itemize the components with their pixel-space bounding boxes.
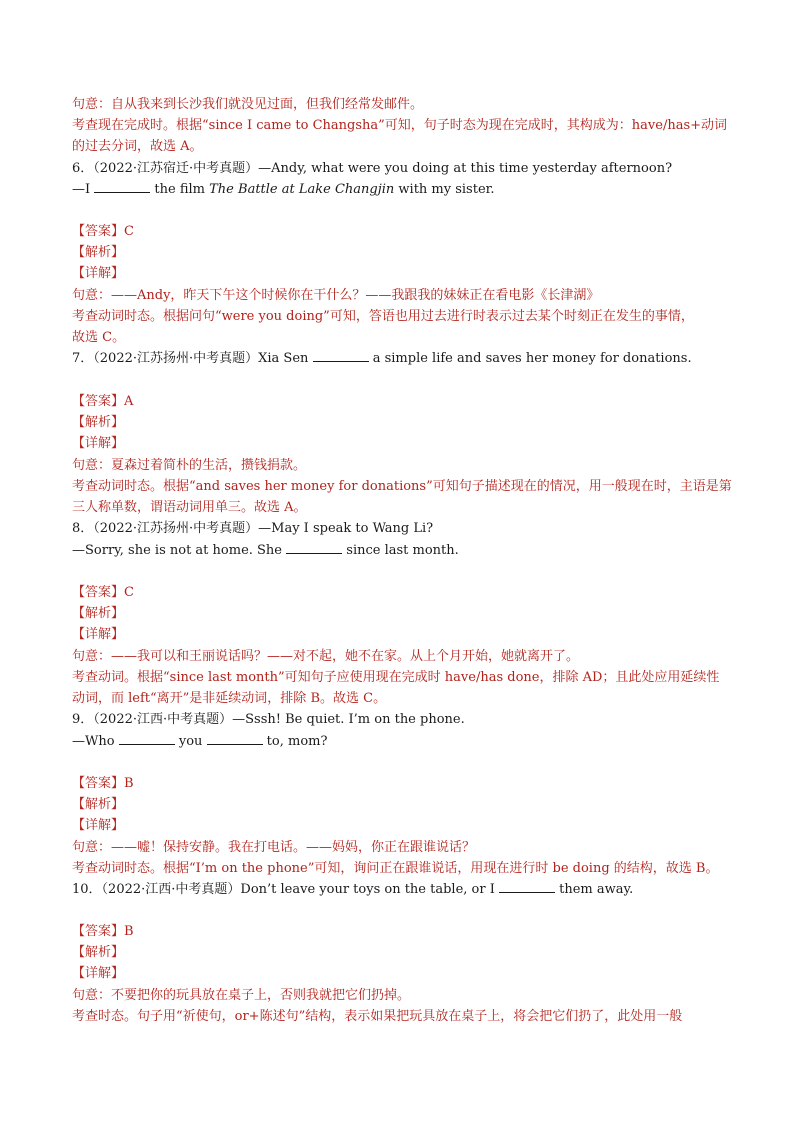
question-number: 9． xyxy=(72,712,94,727)
question-text: you xyxy=(178,734,203,749)
question-10-meaning: 句意：不要把你的玩具放在桌子上，否则我就把它们扔掉。 xyxy=(72,988,411,1003)
question-source: （2022·江西·中考真题） xyxy=(93,712,233,727)
question-text: Xia Sen xyxy=(258,351,309,366)
question-7-analysis: 考查动词时态。根据“and saves her money for donations”可知句子描述现在的情况，用一般现在时，主语是第 xyxy=(72,479,732,494)
question-number: 10． xyxy=(72,882,102,897)
question-7-stem xyxy=(72,348,732,369)
question-8-analysis: 考查动词。根据“since last month”可知句子应使用现在完成时 have/has done，排除 AD；且此处应用延续性 xyxy=(72,670,720,685)
question-7-jiexi: 【解析】 xyxy=(72,415,125,430)
answer-value: C xyxy=(124,585,134,600)
question-8-analysis-cont: 动词，而 left“离开”是非延续动词，排除 B。故选 C。 xyxy=(72,691,387,706)
question-number: 6． xyxy=(72,161,94,176)
question-number: 8． xyxy=(72,521,94,536)
question-9-analysis: 考查动词时态。根据“I’m on the phone”可知，询问正在跟谁说话，用现在进行时 be doing 的结构，故选 B。 xyxy=(72,861,719,876)
answer-label: 【答案】 xyxy=(72,394,125,409)
question-source: （2022·江西·中考真题） xyxy=(101,882,241,897)
question-text: Don’t leave your toys on the table, or I xyxy=(240,882,495,897)
intro-meaning: 句意：自从我来到长沙我们就没见过面，但我们经常发邮件。 xyxy=(72,97,424,112)
question-6-jiexi: 【解析】 xyxy=(72,245,125,260)
question-9-meaning: 句意：——嘘！保持安静。我在打电话。——妈妈，你正在跟谁说话？ xyxy=(72,840,476,855)
question-6-stem xyxy=(72,158,732,179)
question-9-answer xyxy=(72,773,732,794)
question-6-xiangjie: 【详解】 xyxy=(72,266,125,281)
question-8-xiangjie: 【详解】 xyxy=(72,627,125,642)
question-8-stem xyxy=(72,518,732,539)
answer-label: 【答案】 xyxy=(72,224,125,239)
answer-label: 【答案】 xyxy=(72,585,125,600)
question-text: —I xyxy=(72,182,91,197)
answer-blank xyxy=(313,348,369,362)
question-text: the film xyxy=(154,182,205,197)
intro-analysis-cont: 的过去分词，故选 A。 xyxy=(72,139,203,154)
question-9-line2 xyxy=(72,731,732,752)
question-text: —Who xyxy=(72,734,115,749)
question-10-xiangjie: 【详解】 xyxy=(72,966,125,981)
answer-blank xyxy=(499,879,555,893)
answer-value: A xyxy=(124,394,134,409)
answer-value: B xyxy=(124,776,134,791)
answer-value: B xyxy=(124,924,134,939)
question-6-meaning: 句意：——Andy，昨天下午这个时候你在干什么？——我跟我的妹妹正在看电影《长津湖》 xyxy=(72,288,600,303)
answer-blank xyxy=(119,731,175,745)
question-10-stem xyxy=(72,879,732,900)
question-9-jiexi: 【解析】 xyxy=(72,797,125,812)
question-7-xiangjie: 【详解】 xyxy=(72,436,125,451)
question-text: a simple life and saves her money for donations. xyxy=(372,351,692,366)
question-source: （2022·江苏宿迁·中考真题） xyxy=(93,161,259,176)
question-text: since last month. xyxy=(346,543,459,558)
question-8-line2 xyxy=(72,540,732,561)
answer-value: C xyxy=(124,224,134,239)
question-6-analysis: 考查动词时态。根据问句“were you doing”可知，答语也用过去进行时表示过去某个时刻正在发生的事情， xyxy=(72,309,694,324)
question-6-line2 xyxy=(72,179,732,200)
answer-blank xyxy=(286,540,342,554)
question-7-meaning: 句意：夏森过着简朴的生活，攒钱捐款。 xyxy=(72,458,307,473)
question-text: to, mom? xyxy=(266,734,328,749)
question-text: —Sssh! Be quiet. I’m on the phone. xyxy=(232,712,465,727)
answer-label: 【答案】 xyxy=(72,924,125,939)
answer-blank xyxy=(207,731,263,745)
question-7-answer xyxy=(72,391,732,412)
question-10-jiexi: 【解析】 xyxy=(72,945,125,960)
question-number: 7． xyxy=(72,351,94,366)
question-text: —May I speak to Wang Li? xyxy=(258,521,434,536)
question-6-analysis-cont: 故选 C。 xyxy=(72,330,126,345)
answer-blank xyxy=(94,179,150,193)
question-8-jiexi: 【解析】 xyxy=(72,606,125,621)
question-7-analysis-cont: 三人称单数，谓语动词用单三。故选 A。 xyxy=(72,500,307,515)
question-10-analysis: 考查时态。句子用“祈使句，or+陈述句”结构，表示如果把玩具放在桌子上，将会把它们扔了，此处用一般 xyxy=(72,1009,683,1024)
intro-analysis: 考查现在完成时。根据“since I came to Changsha”可知，句子时态为现在完成时，其构成为：have/has+动词 xyxy=(72,118,728,133)
question-source: （2022·江苏扬州·中考真题） xyxy=(93,521,259,536)
question-text: —Andy, what were you doing at this time yesterday afternoon? xyxy=(258,161,673,176)
question-8-answer xyxy=(72,582,732,603)
question-text: —Sorry, she is not at home. She xyxy=(72,543,282,558)
question-6-answer xyxy=(72,221,732,242)
question-source: （2022·江苏扬州·中考真题） xyxy=(93,351,259,366)
question-text: them away. xyxy=(559,882,634,897)
question-text: with my sister. xyxy=(398,182,495,197)
question-8-meaning: 句意：——我可以和王丽说话吗？——对不起，她不在家。从上个月开始，她就离开了。 xyxy=(72,649,580,664)
question-10-answer xyxy=(72,921,732,942)
question-9-xiangjie: 【详解】 xyxy=(72,818,125,833)
answer-label: 【答案】 xyxy=(72,776,125,791)
question-9-stem xyxy=(72,709,732,730)
film-title: The Battle at Lake Changjin xyxy=(209,182,395,197)
